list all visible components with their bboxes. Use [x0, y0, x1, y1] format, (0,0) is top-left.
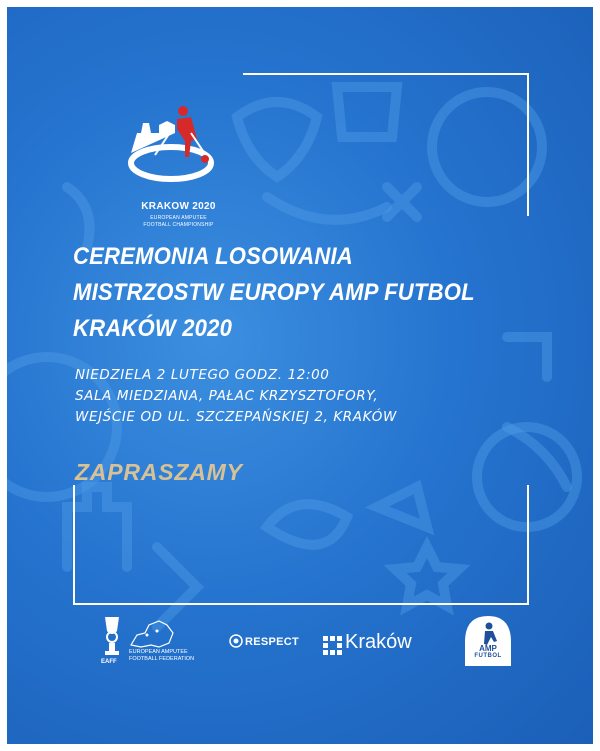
- sponsor-logos: [7, 607, 593, 677]
- event-date: NIEDZIELA 2 LUTEGO GODZ. 12:00: [75, 367, 330, 383]
- frame-right-bottom-line: [527, 485, 529, 605]
- logo-city: KRAKOW 2020: [141, 201, 216, 212]
- trophy-icon: [97, 615, 127, 659]
- championship-logo: [119, 73, 229, 228]
- eaff-name: [129, 649, 229, 663]
- invite-text: ZAPRASZAMY: [75, 459, 243, 485]
- logo-subtitle-line1: EUROPEAN AMPUTEE: [150, 215, 207, 221]
- eaff-abbr: EAFF: [101, 659, 117, 665]
- frame-right-top-line: [527, 73, 529, 216]
- poster: [7, 7, 593, 744]
- amp-futbol-badge: [459, 612, 517, 668]
- uefa-icon: [229, 634, 243, 648]
- krakow-mark-icon: [323, 636, 343, 656]
- logo-subtitle-line2: FOOTBALL CHAMPIONSHIP: [143, 222, 214, 228]
- amp-label: AMP: [479, 644, 497, 653]
- europe-map-icon: [127, 617, 177, 649]
- krakow-label: Kraków: [345, 631, 412, 653]
- event-venue: SALA MIEDZIANA, PAŁAC KRZYSZTOFORY,: [75, 388, 379, 404]
- eaff-name-line1: EUROPEAN AMPUTEE: [129, 649, 188, 655]
- respect-label: RESPECT: [245, 636, 300, 648]
- logo-subtitle: [131, 215, 226, 229]
- event-details: [75, 365, 545, 428]
- eaff-name-line2: FOOTBALL FEDERATION: [129, 656, 195, 662]
- frame-left-line: [73, 485, 75, 605]
- event-title-line3: KRAKÓW 2020: [73, 315, 233, 342]
- frame-bottom-line: [73, 603, 529, 605]
- event-address: WEJŚCIE OD UL. SZCZEPAŃSKIEJ 2, KRAKÓW: [75, 409, 397, 425]
- futbol-label: FUTBOL: [474, 653, 502, 659]
- frame-top-line: [243, 73, 529, 75]
- event-title: [73, 239, 505, 347]
- event-title-line1: CEREMONIA LOSOWANIA: [73, 243, 353, 270]
- event-title-line2: MISTRZOSTW EUROPY AMP FUTBOL: [73, 279, 475, 306]
- championship-logo-icon: [119, 73, 229, 198]
